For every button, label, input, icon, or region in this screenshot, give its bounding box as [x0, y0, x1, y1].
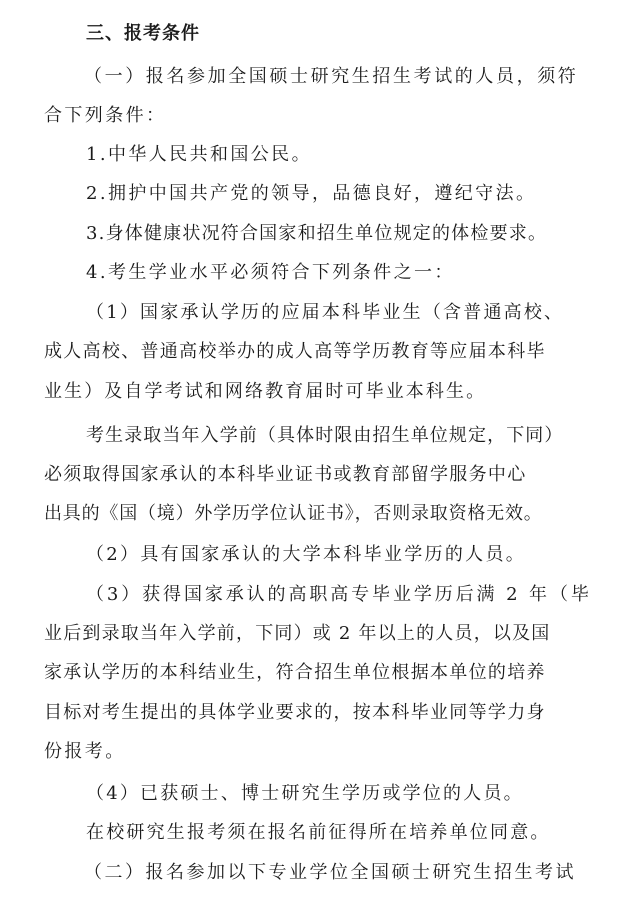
paragraph-line: （4）已获硕士、博士研究生学历或学位的人员。 [86, 783, 524, 804]
paragraph-line: 4.考生学业水平必须符合下列条件之一： [86, 262, 455, 283]
paragraph-line: （二）报名参加以下专业学位全国硕士研究生招生考试 [84, 862, 576, 883]
paragraph-line: 出具的《国（境）外学历学位认证书》，否则录取资格无效。 [44, 503, 543, 524]
paragraph-line: 目标对考生提出的具体学业要求的，按本科毕业同等学力身 [44, 702, 546, 723]
paragraph-line: 3.身体健康状况符合国家和招生单位规定的体检要求。 [86, 223, 548, 244]
paragraph-line: 合下列条件： [44, 105, 167, 126]
paragraph-line: 考生录取当年入学前（具体时限由招生单位规定，下同） [86, 425, 564, 446]
paragraph-line: （一）报名参加全国硕士研究生招生考试的人员，须符 [84, 66, 579, 87]
paragraph-line: 2.拥护中国共产党的领导，品德良好，遵纪守法。 [86, 183, 537, 204]
paragraph-line: （2）具有国家承认的大学本科毕业学历的人员。 [86, 544, 527, 565]
paragraph-line: 家承认学历的本科结业生，符合招生单位根据本单位的培养 [44, 662, 546, 683]
paragraph-line: 必须取得国家承认的本科毕业证书或教育部留学服务中心 [44, 464, 527, 485]
paragraph-line: （1）国家承认学历的应届本科毕业生（含普通高校、 [86, 302, 565, 323]
paragraph-line: （3）获得国家承认的高职高专毕业学历后满 2 年（毕 [86, 584, 592, 605]
paragraph-line: 1.中华人民共和国公民。 [86, 144, 312, 165]
section-heading: 三、报考条件 [86, 23, 200, 44]
paragraph-line: 业生）及自学考试和网络教育届时可毕业本科生。 [44, 381, 487, 402]
paragraph-line: 业后到录取当年入学前，下同）或 2 年以上的人员，以及国 [44, 623, 551, 644]
paragraph-line: 成人高校、普通高校举办的成人高等学历教育等应届本科毕 [44, 341, 546, 362]
paragraph-line: 在校研究生报考须在报名前征得所在培养单位同意。 [86, 822, 551, 843]
paragraph-line: 份报考。 [44, 741, 126, 762]
